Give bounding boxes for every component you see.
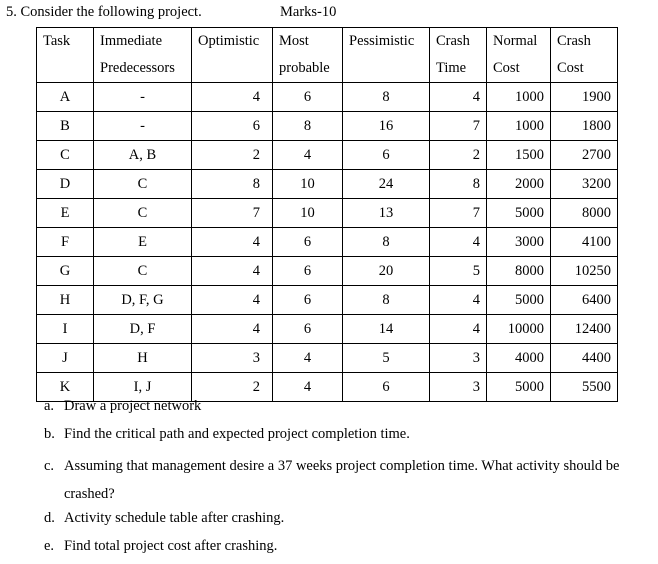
- column-header-line2: [349, 55, 429, 82]
- table-cell: 8: [343, 228, 430, 257]
- column-header: [487, 28, 551, 83]
- table-cell: 4: [273, 373, 343, 402]
- question-part-marker: e.: [44, 538, 55, 554]
- column-header: [94, 28, 192, 83]
- table-cell: 6: [343, 141, 430, 170]
- table-cell: 4: [192, 257, 273, 286]
- table-cell: 8: [430, 170, 487, 199]
- table-cell: 5000: [487, 373, 551, 402]
- table-cell: 3: [192, 344, 273, 373]
- question-heading: [6, 2, 337, 22]
- question-part-text: Assuming that management desire a 37 weeks project completion time. What activity should be crashed?: [64, 458, 620, 502]
- table-cell: 3200: [551, 170, 618, 199]
- table-cell: 1000: [487, 112, 551, 141]
- table-header-row: [37, 28, 618, 83]
- table-cell: 4: [430, 228, 487, 257]
- table-cell: 5000: [487, 286, 551, 315]
- column-header-line2: Cost: [493, 60, 520, 76]
- column-header: [192, 28, 273, 83]
- table-cell: 4: [192, 286, 273, 315]
- table-cell: 12400: [551, 315, 618, 344]
- table-cell: A, B: [94, 141, 192, 170]
- question-part-text: Find the critical path and expected project completion time.: [64, 426, 410, 442]
- table-cell: 6: [273, 228, 343, 257]
- table-cell: -: [94, 83, 192, 112]
- table-row: [37, 228, 618, 257]
- table-cell: 10000: [487, 315, 551, 344]
- column-header: [273, 28, 343, 83]
- question-parts-list: [44, 396, 624, 564]
- table-cell: 16: [343, 112, 430, 141]
- table-cell: 4: [192, 83, 273, 112]
- table-cell: 4000: [487, 344, 551, 373]
- project-table: [36, 27, 618, 402]
- table-cell: 2000: [487, 170, 551, 199]
- table-cell: 6: [273, 286, 343, 315]
- table-cell: 3000: [487, 228, 551, 257]
- table-cell: 1500: [487, 141, 551, 170]
- question-part-marker: a.: [44, 398, 55, 414]
- table-cell: 5500: [551, 373, 618, 402]
- column-header-line2: Cost: [557, 60, 584, 76]
- question-part: [44, 396, 624, 424]
- table-row: [37, 257, 618, 286]
- table-cell: 5: [343, 344, 430, 373]
- table-row: [37, 199, 618, 228]
- table-cell: 7: [430, 199, 487, 228]
- table-cell: 1000: [487, 83, 551, 112]
- question-part-text: Activity schedule table after crashing.: [64, 510, 285, 526]
- column-header-line1: Pessimistic: [349, 33, 415, 49]
- table-cell: 4: [430, 83, 487, 112]
- table-cell: 5: [430, 257, 487, 286]
- table-cell: C: [94, 257, 192, 286]
- table-cell: 4400: [551, 344, 618, 373]
- table-cell: 6: [273, 83, 343, 112]
- column-header-line1: Most: [279, 33, 309, 49]
- table-cell: 6: [273, 315, 343, 344]
- table-cell: F: [37, 228, 94, 257]
- question-part-marker: d.: [44, 510, 55, 526]
- table-cell: 4: [430, 286, 487, 315]
- column-header-line2: Predecessors: [100, 60, 175, 76]
- column-header-line2: Time: [436, 60, 467, 76]
- table-cell: D: [37, 170, 94, 199]
- table-cell: B: [37, 112, 94, 141]
- table-cell: C: [94, 199, 192, 228]
- question-text: 5. Consider the following project.: [6, 4, 202, 20]
- table-row: [37, 83, 618, 112]
- table-cell: E: [94, 228, 192, 257]
- table-cell: 10: [273, 199, 343, 228]
- marks-label: Marks-10: [280, 4, 337, 20]
- table-cell: D, F: [94, 315, 192, 344]
- table-cell: C: [37, 141, 94, 170]
- table-cell: 7: [192, 199, 273, 228]
- table-row: [37, 315, 618, 344]
- table-cell: 8: [273, 112, 343, 141]
- table-cell: 6: [192, 112, 273, 141]
- table-row: [37, 286, 618, 315]
- table-row: [37, 112, 618, 141]
- table-cell: 3: [430, 373, 487, 402]
- table-cell: 10250: [551, 257, 618, 286]
- table-cell: 6400: [551, 286, 618, 315]
- table-cell: 2: [192, 141, 273, 170]
- table-cell: 1800: [551, 112, 618, 141]
- table-cell: 8: [192, 170, 273, 199]
- table-cell: 13: [343, 199, 430, 228]
- table-cell: 8: [343, 83, 430, 112]
- question-part-marker: b.: [44, 426, 55, 442]
- question-part: [44, 452, 624, 508]
- table-cell: 24: [343, 170, 430, 199]
- table-row: [37, 170, 618, 199]
- question-part-text: Find total project cost after crashing.: [64, 538, 278, 554]
- column-header: [343, 28, 430, 83]
- table-cell: 20: [343, 257, 430, 286]
- question-part-text: Draw a project network: [64, 398, 202, 414]
- table-cell: K: [37, 373, 94, 402]
- column-header-line1: Normal: [493, 33, 538, 49]
- table-cell: 7: [430, 112, 487, 141]
- column-header-line1: Crash: [557, 33, 591, 49]
- table-cell: 3: [430, 344, 487, 373]
- column-header-line2: probable: [279, 60, 330, 76]
- table-cell: H: [94, 344, 192, 373]
- table-cell: C: [94, 170, 192, 199]
- column-header: [37, 28, 94, 83]
- table-cell: 2700: [551, 141, 618, 170]
- table-cell: I: [37, 315, 94, 344]
- table-cell: 8000: [551, 199, 618, 228]
- column-header-line1: Crash: [436, 33, 470, 49]
- question-part: [44, 424, 624, 452]
- table-row: [37, 344, 618, 373]
- table-cell: E: [37, 199, 94, 228]
- table-cell: 4: [430, 315, 487, 344]
- column-header-line2: [43, 55, 93, 82]
- column-header-line1: Immediate: [100, 33, 163, 49]
- question-part: [44, 536, 624, 564]
- column-header-line1: Task: [43, 33, 71, 49]
- table-cell: 4: [192, 315, 273, 344]
- table-cell: A: [37, 83, 94, 112]
- table-cell: 8: [343, 286, 430, 315]
- table-cell: I, J: [94, 373, 192, 402]
- column-header-line1: Optimistic: [198, 33, 260, 49]
- question-part-marker: c.: [44, 458, 55, 474]
- table-cell: 4100: [551, 228, 618, 257]
- table-cell: 4: [273, 141, 343, 170]
- table-cell: 10: [273, 170, 343, 199]
- question-part: [44, 508, 624, 536]
- table-cell: 2: [430, 141, 487, 170]
- table-cell: J: [37, 344, 94, 373]
- table-cell: -: [94, 112, 192, 141]
- column-header: [551, 28, 618, 83]
- table-cell: 6: [273, 257, 343, 286]
- table-body: [37, 83, 618, 402]
- table-cell: 2: [192, 373, 273, 402]
- column-header-line2: [198, 55, 272, 82]
- table-cell: 4: [273, 344, 343, 373]
- table-cell: 6: [343, 373, 430, 402]
- table-cell: 5000: [487, 199, 551, 228]
- table-cell: G: [37, 257, 94, 286]
- table-cell: 4: [192, 228, 273, 257]
- table-cell: 14: [343, 315, 430, 344]
- table-cell: 8000: [487, 257, 551, 286]
- table-cell: H: [37, 286, 94, 315]
- table-cell: 1900: [551, 83, 618, 112]
- table-row: [37, 141, 618, 170]
- column-header: [430, 28, 487, 83]
- table-cell: D, F, G: [94, 286, 192, 315]
